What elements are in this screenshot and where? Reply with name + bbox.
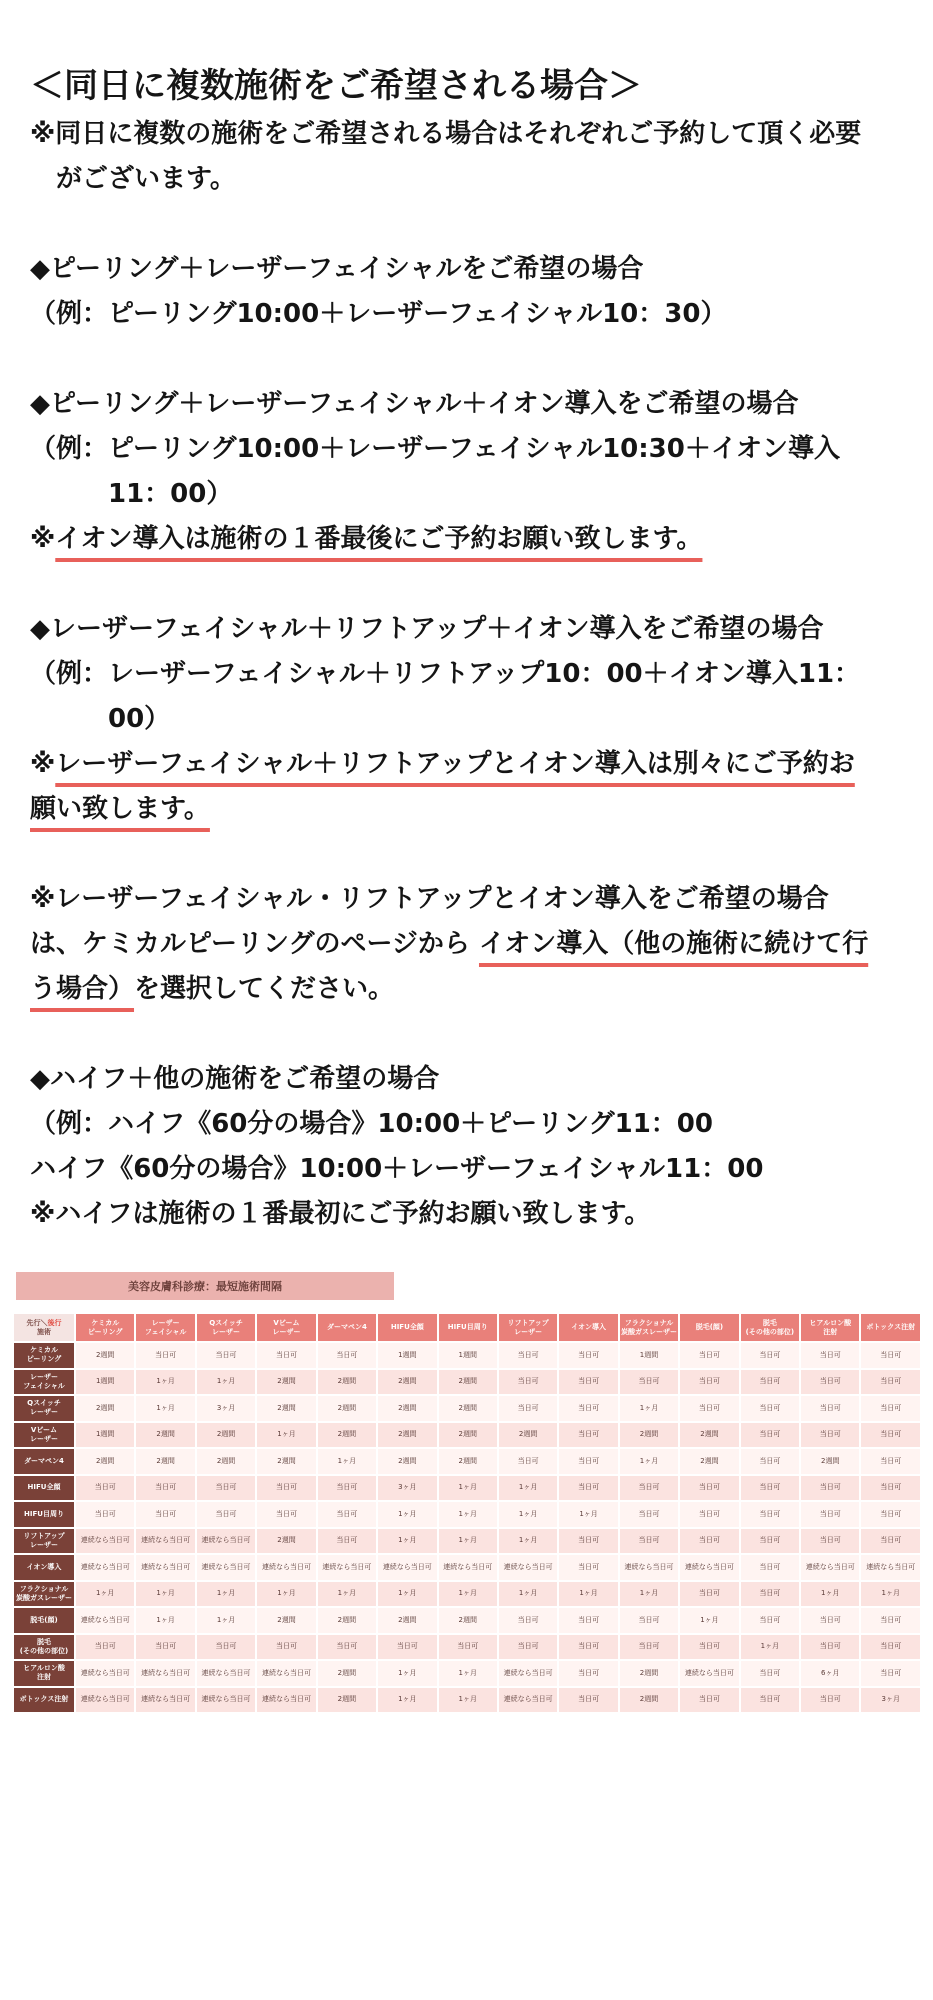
table-cell: 当日可 — [558, 1687, 618, 1714]
table-cell: 当日可 — [619, 1528, 679, 1555]
row-header: ケミカル ピーリング — [13, 1342, 75, 1369]
table-cell: 当日可 — [619, 1369, 679, 1396]
table-cell: 当日可 — [740, 1660, 800, 1687]
table-cell: 当日可 — [317, 1528, 377, 1555]
table-cell: 1ヶ月 — [679, 1607, 739, 1634]
table-row — [13, 1395, 921, 1422]
table-cell: 当日可 — [860, 1342, 921, 1369]
table-cell: 当日可 — [558, 1369, 618, 1396]
table-row — [13, 1422, 921, 1449]
table-cell: 当日可 — [860, 1369, 921, 1396]
table-cell: 連続なら当日可 — [75, 1607, 135, 1634]
table-cell: 連続なら当日可 — [196, 1528, 256, 1555]
section-4-line-2 — [30, 922, 900, 967]
table-cell: 当日可 — [800, 1395, 860, 1422]
table-cell: 1ヶ月 — [438, 1581, 498, 1608]
section-1-example: （例：ピーリング10:00＋レーザーフェイシャル10：30） — [30, 299, 727, 329]
table-cell: 当日可 — [135, 1342, 195, 1369]
corner-second-label: 後行 — [47, 1318, 62, 1327]
table-cell: 1ヶ月 — [558, 1581, 618, 1608]
table-cell: 2週間 — [438, 1369, 498, 1396]
table-cell: 当日可 — [558, 1554, 618, 1581]
table-cell: 1ヶ月 — [740, 1634, 800, 1661]
row-header: 脱毛(顔) — [13, 1607, 75, 1634]
table-cell: 当日可 — [740, 1395, 800, 1422]
table-cell: 連続なら当日可 — [196, 1554, 256, 1581]
table-cell: 3ヶ月 — [377, 1475, 437, 1502]
table-cell: 1ヶ月 — [135, 1369, 195, 1396]
column-header: ボトックス注射 — [860, 1313, 921, 1342]
table-cell: 当日可 — [860, 1448, 921, 1475]
table-cell: 1週間 — [438, 1342, 498, 1369]
table-cell: 当日可 — [679, 1528, 739, 1555]
table-row — [13, 1369, 921, 1396]
table-cell: 連続なら当日可 — [75, 1660, 135, 1687]
table-cell: 2週間 — [256, 1448, 316, 1475]
table-cell: 当日可 — [558, 1342, 618, 1369]
table-row — [13, 1554, 921, 1581]
table-cell: 当日可 — [800, 1634, 860, 1661]
table-cell: 当日可 — [558, 1448, 618, 1475]
table-cell: 1ヶ月 — [498, 1581, 558, 1608]
table-cell: 連続なら当日可 — [619, 1554, 679, 1581]
section-4-text: は、ケミカルピーリングのページから — [30, 929, 479, 959]
document-body — [30, 60, 900, 1237]
note-mark: ※ — [30, 524, 56, 554]
table-cell: 1ヶ月 — [498, 1501, 558, 1528]
table-cell: 当日可 — [740, 1422, 800, 1449]
table-cell: 当日可 — [740, 1687, 800, 1714]
table-cell: 2週間 — [377, 1395, 437, 1422]
table-cell: 当日可 — [800, 1422, 860, 1449]
table-cell: 当日可 — [860, 1660, 921, 1687]
table-row — [13, 1475, 921, 1502]
row-header: HIFU全顔 — [13, 1475, 75, 1502]
table-cell: 6ヶ月 — [800, 1660, 860, 1687]
table-cell: 当日可 — [740, 1501, 800, 1528]
table-cell: 当日可 — [75, 1475, 135, 1502]
section-3-example-2: 00） — [108, 704, 171, 734]
table-body — [13, 1342, 921, 1713]
section-3-note-1 — [30, 742, 900, 787]
table-cell: 1ヶ月 — [196, 1369, 256, 1396]
table-cell: 当日可 — [679, 1687, 739, 1714]
table-cell: 1ヶ月 — [619, 1395, 679, 1422]
table-cell: 1ヶ月 — [438, 1475, 498, 1502]
table-cell: 1ヶ月 — [619, 1448, 679, 1475]
row-header: フラクショナル 炭酸ガスレーザー — [13, 1581, 75, 1608]
table-cell: 当日可 — [196, 1342, 256, 1369]
row-header: Vビーム レーザー — [13, 1422, 75, 1449]
table-cell: 連続なら当日可 — [800, 1554, 860, 1581]
column-header: リフトアップ レーザー — [498, 1313, 558, 1342]
table-cell: 1ヶ月 — [438, 1660, 498, 1687]
table-cell: 当日可 — [740, 1448, 800, 1475]
table-cell: 当日可 — [679, 1501, 739, 1528]
section-2-example-1: （例：ピーリング10:00＋レーザーフェイシャル10:30＋イオン導入 — [30, 434, 841, 464]
table-cell: 1ヶ月 — [377, 1501, 437, 1528]
table-cell: 1週間 — [377, 1342, 437, 1369]
table-cell: 連続なら当日可 — [498, 1687, 558, 1714]
section-3-note-underlined-2: 願い致します。 — [30, 794, 210, 824]
table-row — [13, 1528, 921, 1555]
table-cell: 当日可 — [860, 1607, 921, 1634]
table-cell: 連続なら当日可 — [75, 1528, 135, 1555]
table-cell: 2週間 — [438, 1607, 498, 1634]
section-1-heading: ◆ピーリング＋レーザーフェイシャルをご希望の場合 — [30, 254, 644, 284]
table-cell: 当日可 — [860, 1501, 921, 1528]
row-header: リフトアップ レーザー — [13, 1528, 75, 1555]
table-row — [13, 1634, 921, 1661]
table-cell: 当日可 — [679, 1369, 739, 1396]
table-cell: 当日可 — [740, 1475, 800, 1502]
section-4-line-1: ※レーザーフェイシャル・リフトアップとイオン導入をご希望の場合 — [30, 884, 829, 914]
table-cell: 1ヶ月 — [317, 1581, 377, 1608]
table-cell: 1ヶ月 — [438, 1501, 498, 1528]
column-header: 脱毛(顔) — [679, 1313, 739, 1342]
column-header: レーザー フェイシャル — [135, 1313, 195, 1342]
table-cell: 連続なら当日可 — [256, 1554, 316, 1581]
row-header: 脱毛 (その他の部位) — [13, 1634, 75, 1661]
table-cell: 1ヶ月 — [135, 1581, 195, 1608]
table-cell: 当日可 — [498, 1448, 558, 1475]
table-corner-cell — [13, 1313, 75, 1342]
table-cell: 当日可 — [317, 1501, 377, 1528]
column-header: HIFU目周り — [438, 1313, 498, 1342]
section-5-note: ※ハイフは施術の１番最初にご予約お願い致します。 — [30, 1199, 651, 1229]
table-cell: 1ヶ月 — [438, 1687, 498, 1714]
table-cell: 連続なら当日可 — [135, 1660, 195, 1687]
table-cell: 当日可 — [317, 1475, 377, 1502]
table-cell: 連続なら当日可 — [75, 1554, 135, 1581]
interval-table-image — [12, 1272, 922, 1714]
table-cell: 2週間 — [679, 1448, 739, 1475]
table-cell: 連続なら当日可 — [196, 1687, 256, 1714]
table-cell: 連続なら当日可 — [679, 1554, 739, 1581]
column-header: 脱毛 (その他の部位) — [740, 1313, 800, 1342]
table-title: 美容皮膚科診療：最短施術間隔 — [16, 1272, 394, 1300]
table-cell: 2週間 — [377, 1607, 437, 1634]
section-4-underlined-2: う場合） — [30, 974, 135, 1004]
table-cell: 1ヶ月 — [438, 1528, 498, 1555]
table-cell: 2週間 — [317, 1660, 377, 1687]
table-cell: 当日可 — [558, 1660, 618, 1687]
table-cell: 1ヶ月 — [256, 1422, 316, 1449]
table-cell: 2週間 — [619, 1687, 679, 1714]
table-row — [13, 1607, 921, 1634]
table-cell: 2週間 — [135, 1448, 195, 1475]
table-cell: 連続なら当日可 — [679, 1660, 739, 1687]
table-cell: 2週間 — [256, 1528, 316, 1555]
table-cell: 当日可 — [498, 1607, 558, 1634]
section-2-note-underlined: イオン導入は施術の１番最後にご予約お願い致します。 — [55, 524, 703, 554]
column-header: HIFU全顔 — [377, 1313, 437, 1342]
table-cell: 2週間 — [679, 1422, 739, 1449]
table-cell: 2週間 — [196, 1422, 256, 1449]
table-cell: 当日可 — [679, 1581, 739, 1608]
table-cell: 当日可 — [558, 1528, 618, 1555]
table-cell: 1ヶ月 — [619, 1581, 679, 1608]
table-cell: 3ヶ月 — [860, 1687, 921, 1714]
table-cell: 1ヶ月 — [860, 1581, 921, 1608]
table-cell: 2週間 — [317, 1395, 377, 1422]
table-cell: 1ヶ月 — [317, 1448, 377, 1475]
table-cell: 当日可 — [256, 1501, 316, 1528]
table-cell: 当日可 — [679, 1395, 739, 1422]
table-cell: 当日可 — [135, 1634, 195, 1661]
table-cell: 1ヶ月 — [377, 1528, 437, 1555]
row-header: Qスイッチ レーザー — [13, 1395, 75, 1422]
table-cell: 連続なら当日可 — [135, 1687, 195, 1714]
table-cell: 2週間 — [377, 1422, 437, 1449]
section-3-heading: ◆レーザーフェイシャル＋リフトアップ＋イオン導入をご希望の場合 — [30, 614, 824, 644]
table-header-row — [13, 1313, 921, 1342]
table-cell: 2週間 — [317, 1422, 377, 1449]
table-cell: 当日可 — [679, 1475, 739, 1502]
table-cell: 2週間 — [438, 1448, 498, 1475]
table-cell: 当日可 — [860, 1528, 921, 1555]
row-header: ダーマペン4 — [13, 1448, 75, 1475]
table-cell: 連続なら当日可 — [256, 1687, 316, 1714]
table-cell: 当日可 — [679, 1634, 739, 1661]
table-cell: 当日可 — [679, 1342, 739, 1369]
table-cell: 当日可 — [740, 1369, 800, 1396]
table-cell: 2週間 — [438, 1422, 498, 1449]
table-cell: 当日可 — [75, 1634, 135, 1661]
table-cell: 当日可 — [740, 1342, 800, 1369]
table-cell: 2週間 — [75, 1342, 135, 1369]
table-cell: 当日可 — [498, 1395, 558, 1422]
table-cell: 当日可 — [377, 1634, 437, 1661]
table-cell: 当日可 — [196, 1501, 256, 1528]
table-cell: 1週間 — [75, 1369, 135, 1396]
table-cell: 2週間 — [256, 1607, 316, 1634]
table-cell: 当日可 — [619, 1607, 679, 1634]
row-header: レーザー フェイシャル — [13, 1369, 75, 1396]
column-header: ヒアルロン酸 注射 — [800, 1313, 860, 1342]
table-cell: 当日可 — [860, 1634, 921, 1661]
table-cell: 当日可 — [196, 1634, 256, 1661]
section-2-note — [30, 517, 900, 562]
column-header: ケミカル ピーリング — [75, 1313, 135, 1342]
section-3-note-underlined-1: レーザーフェイシャル＋リフトアップとイオン導入は別々にご予約お — [55, 749, 855, 779]
table-cell: 2週間 — [438, 1395, 498, 1422]
table-cell: 連続なら当日可 — [256, 1660, 316, 1687]
table-cell: 当日可 — [800, 1342, 860, 1369]
section-2-example-2: 11：00） — [108, 479, 233, 509]
column-header: ダーマペン4 — [317, 1313, 377, 1342]
table-cell: 当日可 — [558, 1607, 618, 1634]
section-5-example-2: ハイフ《60分の場合》10:00＋レーザーフェイシャル11：00 — [30, 1154, 764, 1184]
table-row — [13, 1687, 921, 1714]
table-cell: 当日可 — [558, 1422, 618, 1449]
table-cell: 1ヶ月 — [498, 1528, 558, 1555]
table-cell: 2週間 — [317, 1687, 377, 1714]
table-cell: 当日可 — [740, 1554, 800, 1581]
table-cell: 連続なら当日可 — [438, 1554, 498, 1581]
table-cell: 当日可 — [135, 1501, 195, 1528]
column-header: フラクショナル 炭酸ガスレーザー — [619, 1313, 679, 1342]
table-cell: 当日可 — [800, 1475, 860, 1502]
table-cell: 当日可 — [558, 1395, 618, 1422]
table-cell: 2週間 — [619, 1660, 679, 1687]
corner-treatment-label: 施術 — [37, 1327, 51, 1336]
table-cell: 1ヶ月 — [800, 1581, 860, 1608]
section-4-text-end: を選択してください。 — [134, 974, 395, 1004]
table-cell: 2週間 — [317, 1607, 377, 1634]
table-cell: 連続なら当日可 — [317, 1554, 377, 1581]
table-row — [13, 1660, 921, 1687]
table-cell: 当日可 — [317, 1342, 377, 1369]
table-cell: 2週間 — [75, 1395, 135, 1422]
table-cell: 当日可 — [800, 1369, 860, 1396]
table-cell: 当日可 — [256, 1342, 316, 1369]
table-cell: 連続なら当日可 — [498, 1554, 558, 1581]
table-cell: 当日可 — [558, 1475, 618, 1502]
table-cell: 当日可 — [619, 1501, 679, 1528]
table-cell: 1ヶ月 — [135, 1395, 195, 1422]
table-cell: 当日可 — [256, 1475, 316, 1502]
table-row — [13, 1342, 921, 1369]
table-cell: 2週間 — [256, 1369, 316, 1396]
table-cell: 連続なら当日可 — [135, 1528, 195, 1555]
table-cell: 1ヶ月 — [498, 1475, 558, 1502]
note-mark: ※ — [30, 749, 56, 779]
table-cell: 連続なら当日可 — [377, 1554, 437, 1581]
table-cell: 連続なら当日可 — [135, 1554, 195, 1581]
table-cell: 1ヶ月 — [377, 1687, 437, 1714]
section-3-note-2 — [30, 787, 900, 832]
table-cell: 1週間 — [619, 1342, 679, 1369]
table-cell: 当日可 — [860, 1422, 921, 1449]
table-cell: 1週間 — [75, 1422, 135, 1449]
table-cell: 連続なら当日可 — [498, 1660, 558, 1687]
table-row — [13, 1581, 921, 1608]
table-cell: 2週間 — [498, 1422, 558, 1449]
table-cell: 当日可 — [498, 1369, 558, 1396]
table-cell: 連続なら当日可 — [75, 1687, 135, 1714]
table-cell: 1ヶ月 — [196, 1581, 256, 1608]
table-cell: 1ヶ月 — [196, 1607, 256, 1634]
table-cell: 当日可 — [860, 1475, 921, 1502]
table-cell: 当日可 — [75, 1501, 135, 1528]
table-cell: 2週間 — [800, 1448, 860, 1475]
column-header: Qスイッチ レーザー — [196, 1313, 256, 1342]
table-cell: 当日可 — [740, 1607, 800, 1634]
table-cell: 1ヶ月 — [75, 1581, 135, 1608]
intro-line-1: ※同日に複数の施術をご希望される場合はそれぞれご予約して頂く必要 — [30, 119, 862, 149]
table-cell: 1ヶ月 — [377, 1581, 437, 1608]
table-cell: 当日可 — [740, 1528, 800, 1555]
section-4-underlined-1: イオン導入（他の施術に続けて行 — [478, 929, 869, 959]
table-cell: 1ヶ月 — [558, 1501, 618, 1528]
table-cell: 連続なら当日可 — [860, 1554, 921, 1581]
table-cell: 当日可 — [438, 1634, 498, 1661]
table-cell: 2週間 — [75, 1448, 135, 1475]
section-3-example-1: （例：レーザーフェイシャル＋リフトアップ10：00＋イオン導入11： — [30, 659, 861, 689]
table-cell: 2週間 — [256, 1395, 316, 1422]
table-cell: 1ヶ月 — [377, 1660, 437, 1687]
interval-table — [12, 1312, 922, 1714]
table-cell: 当日可 — [800, 1501, 860, 1528]
table-cell: 当日可 — [498, 1634, 558, 1661]
table-cell: 当日可 — [800, 1528, 860, 1555]
table-cell: 当日可 — [800, 1607, 860, 1634]
table-row — [13, 1448, 921, 1475]
table-cell: 2週間 — [317, 1369, 377, 1396]
table-cell: 当日可 — [740, 1581, 800, 1608]
table-cell: 当日可 — [558, 1634, 618, 1661]
table-cell: 3ヶ月 — [196, 1395, 256, 1422]
table-cell: 当日可 — [135, 1475, 195, 1502]
section-5-heading: ◆ハイフ＋他の施術をご希望の場合 — [30, 1064, 440, 1094]
table-cell: 当日可 — [860, 1395, 921, 1422]
table-cell: 2週間 — [377, 1369, 437, 1396]
table-cell: 2週間 — [135, 1422, 195, 1449]
table-cell: 2週間 — [377, 1448, 437, 1475]
table-cell: 当日可 — [619, 1475, 679, 1502]
table-cell: 当日可 — [619, 1634, 679, 1661]
intro-line-2: がございます。 — [56, 164, 236, 194]
table-cell: 当日可 — [800, 1687, 860, 1714]
table-cell: 当日可 — [498, 1342, 558, 1369]
table-cell: 2週間 — [196, 1448, 256, 1475]
table-cell: 当日可 — [317, 1634, 377, 1661]
corner-first-label: 先行＼ — [26, 1318, 48, 1327]
table-row — [13, 1501, 921, 1528]
table-cell: 連続なら当日可 — [196, 1660, 256, 1687]
section-2-heading: ◆ピーリング＋レーザーフェイシャル＋イオン導入をご希望の場合 — [30, 389, 799, 419]
row-header: イオン導入 — [13, 1554, 75, 1581]
table-cell: 2週間 — [619, 1422, 679, 1449]
row-header: ヒアルロン酸 注射 — [13, 1660, 75, 1687]
column-header: Vビーム レーザー — [256, 1313, 316, 1342]
row-header: HIFU目周り — [13, 1501, 75, 1528]
column-header: イオン導入 — [558, 1313, 618, 1342]
table-cell: 当日可 — [256, 1634, 316, 1661]
table-cell: 1ヶ月 — [135, 1607, 195, 1634]
page-title: ＜同日に複数施術をご希望される場合＞ — [30, 66, 642, 106]
section-5-example-1: （例：ハイフ《60分の場合》10:00＋ピーリング11：00 — [30, 1109, 713, 1139]
table-cell: 1ヶ月 — [256, 1581, 316, 1608]
table-cell: 当日可 — [196, 1475, 256, 1502]
section-4-line-3 — [30, 967, 900, 1012]
row-header: ボトックス注射 — [13, 1687, 75, 1714]
